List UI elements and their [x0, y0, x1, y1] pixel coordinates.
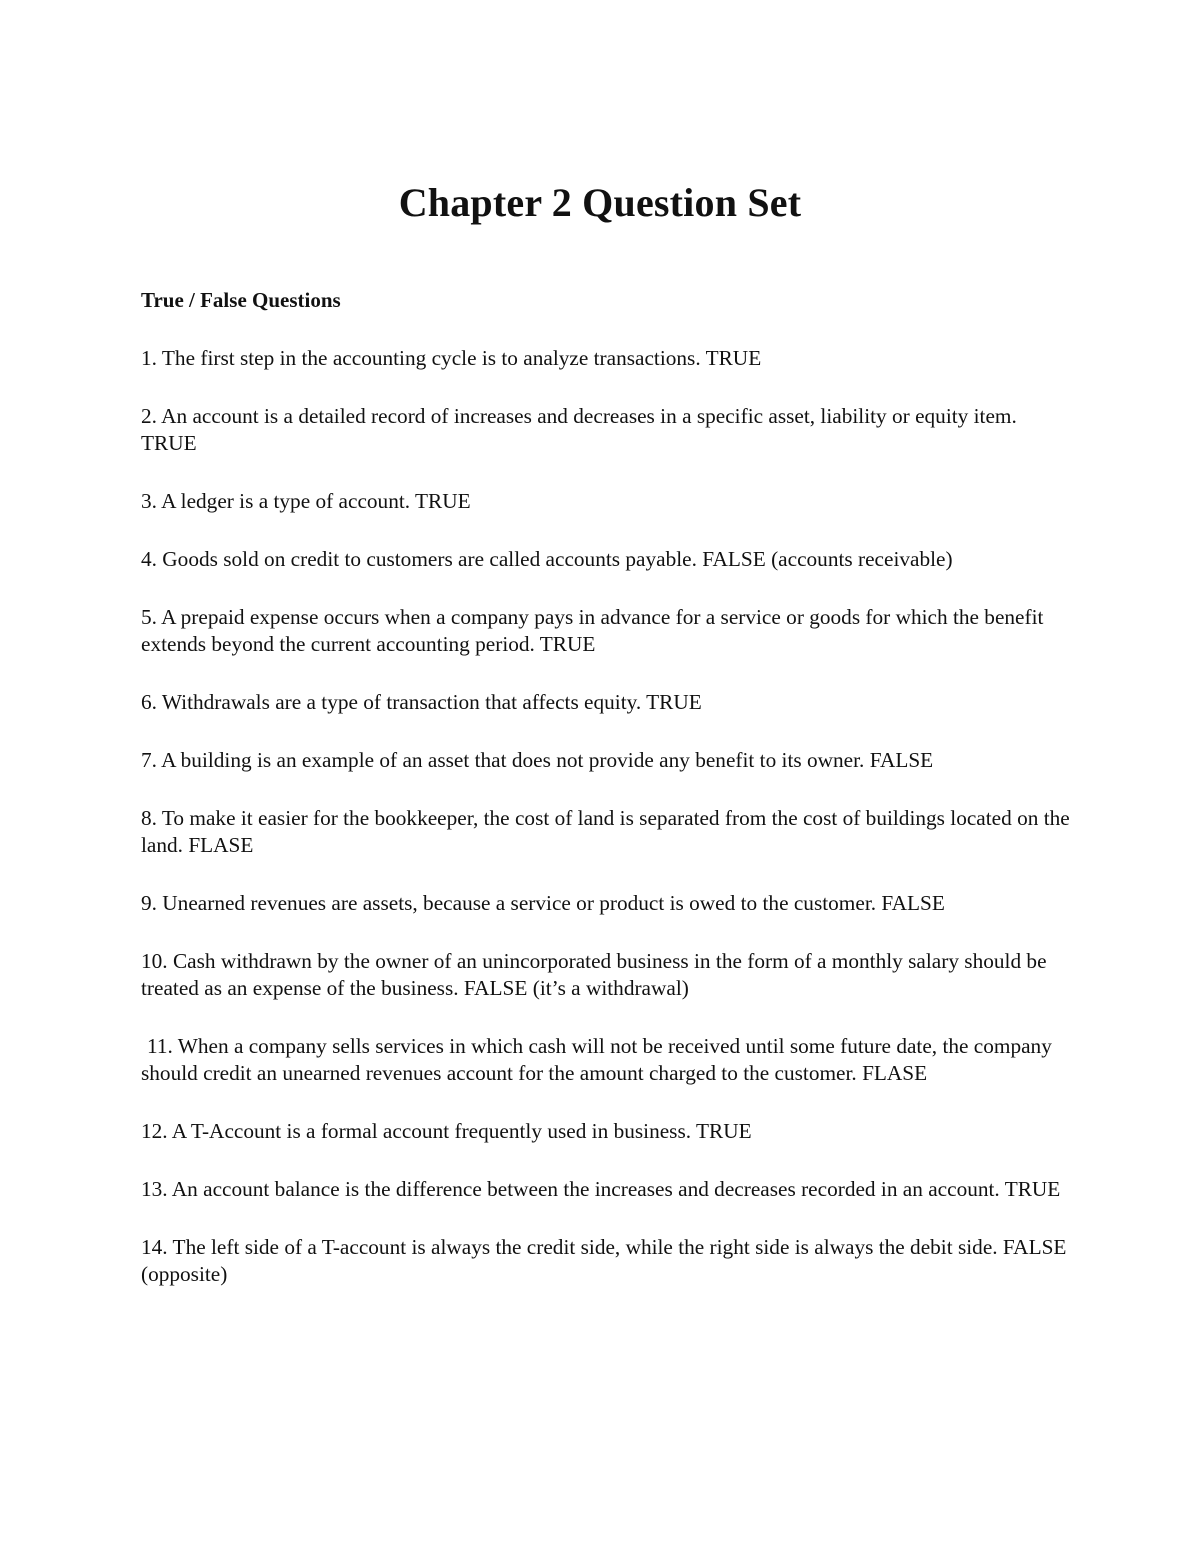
question-item: 5. A prepaid expense occurs when a company pays in advance for a service or goods for which the benefit extends beyond the current accounting period. TRUE	[141, 605, 1044, 656]
question-item: 8. To make it easier for the bookkeeper, the cost of land is separated from the cost of buildings located on the land. FLASE	[141, 806, 1070, 857]
question-item: 4. Goods sold on credit to customers are called accounts payable. FALSE (accounts receivable)	[141, 547, 953, 571]
question-item: 6. Withdrawals are a type of transaction that affects equity. TRUE	[141, 690, 702, 714]
question-list	[141, 345, 1076, 1319]
question-item: 13. An account balance is the difference between the increases and decreases recorded in an account. TRUE	[141, 1177, 1061, 1201]
question-item: 1. The first step in the accounting cycle is to analyze transactions. TRUE	[141, 346, 762, 370]
question-item: 7. A building is an example of an asset that does not provide any benefit to its owner. FALSE	[141, 748, 934, 772]
question-item: 9. Unearned revenues are assets, because a service or product is owed to the customer. FALSE	[141, 891, 945, 915]
question-item: 14. The left side of a T-account is always the credit side, while the right side is always the debit side. FALSE (opposite)	[141, 1235, 1067, 1286]
question-item: 10. Cash withdrawn by the owner of an unincorporated business in the form of a monthly salary should be treated as an expense of the business. FALSE (it’s a withdrawal)	[141, 949, 1047, 1000]
page-title: Chapter 2 Question Set	[398, 180, 802, 225]
section-heading: True / False Questions	[141, 288, 341, 312]
question-item: 3. A ledger is a type of account. TRUE	[141, 489, 471, 513]
question-item: 2. An account is a detailed record of increases and decreases in a specific asset, liability or equity item. TRUE	[141, 404, 1017, 455]
question-item: 12. A T-Account is a formal account frequently used in business. TRUE	[141, 1119, 752, 1143]
question-item: 11. When a company sells services in which cash will not be received until some future date, the company should credit an unearned revenues account for the amount charged to the customer. FLASE	[141, 1034, 1052, 1085]
